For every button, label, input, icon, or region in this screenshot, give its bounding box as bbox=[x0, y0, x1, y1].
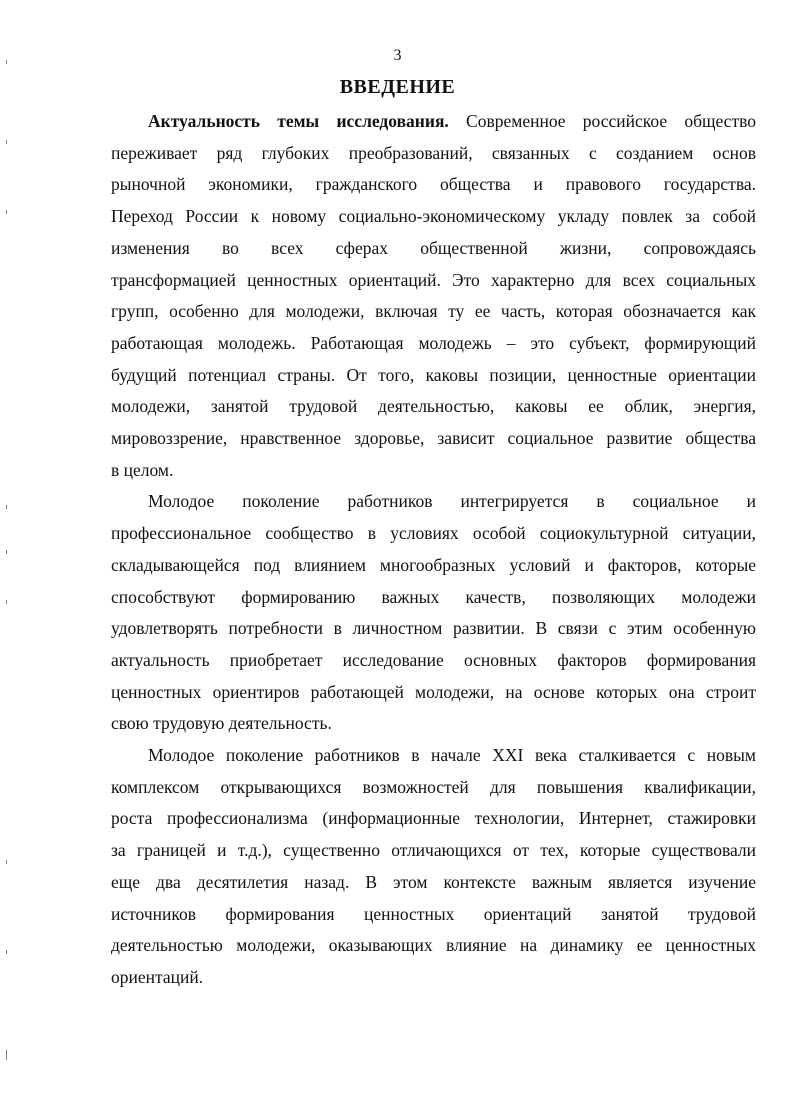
scan-speck bbox=[6, 140, 7, 144]
scan-speck bbox=[6, 1050, 7, 1060]
paragraph-lead: Актуальность темы исследования. bbox=[148, 111, 449, 131]
paragraph-1 bbox=[111, 106, 756, 486]
paragraph-line: за границей и т.д.), существенно отличающихся от тех, которые существовали bbox=[111, 840, 756, 861]
paragraph-2 bbox=[111, 486, 756, 740]
paragraph-line: еще два десятилетия назад. В этом контексте важным является изучение bbox=[111, 871, 756, 892]
scan-speck bbox=[6, 550, 7, 554]
paragraph-line: складывающейся под влиянием многообразных условий и факторов, которые bbox=[111, 554, 756, 575]
paragraph-line: будущий потенциал страны. От того, каковы позиции, ценностные ориентации bbox=[111, 364, 756, 385]
body-text bbox=[111, 106, 756, 994]
paragraph-line: работающая молодежь. Работающая молодежь – это субъект, формирующий bbox=[111, 332, 756, 353]
paragraph-line: деятельностью молодежи, оказывающих влияние на динамику ее ценностных bbox=[111, 935, 756, 956]
paragraph-line: источников формирования ценностных ориентаций занятой трудовой bbox=[111, 903, 756, 924]
section-title: ВВЕДЕНИЕ bbox=[339, 76, 456, 98]
paragraph-3 bbox=[111, 740, 756, 994]
paragraph-line: групп, особенно для молодежи, включая ту ее часть, которая обозначается как bbox=[111, 301, 756, 322]
paragraph-line: рыночной экономики, гражданского общества и правового государства. bbox=[111, 174, 756, 195]
paragraph-line: Актуальность темы исследования. Современное российское общество bbox=[148, 111, 756, 131]
paragraph-line: мировоззрение, нравственное здоровье, зависит социальное развитие общества bbox=[111, 428, 756, 449]
paragraph-line: актуальность приобретает исследование основных факторов формирования bbox=[111, 649, 756, 670]
paragraph-line: профессиональное сообщество в условиях особой социокультурной ситуации, bbox=[111, 523, 756, 544]
scan-speck bbox=[6, 860, 7, 864]
scan-speck bbox=[6, 600, 7, 604]
scan-speck bbox=[6, 60, 7, 64]
paragraph-line: трансформацией ценностных ориентаций. Это характерно для всех социальных bbox=[111, 269, 756, 290]
paragraph-line: в целом. bbox=[111, 459, 174, 480]
paragraph-line: комплексом открывающихся возможностей для повышения квалификации, bbox=[111, 776, 756, 797]
paragraph-line: способствуют формированию важных качеств, позволяющих молодежи bbox=[111, 586, 756, 607]
paragraph-line: Молодое поколение работников в начале XXI века сталкивается с новым bbox=[148, 745, 756, 766]
paragraph-line: изменения во всех сферах общественной жизни, сопровождаясь bbox=[111, 237, 756, 258]
paragraph-line: удовлетворять потребности в личностном развитии. В связи с этим особенную bbox=[111, 618, 756, 639]
scan-speck bbox=[6, 505, 7, 509]
paragraph-line: молодежи, занятой трудовой деятельностью, каковы ее облик, энергия, bbox=[111, 396, 756, 417]
paragraph-line: Переход России к новому социально-экономическому укладу повлек за собой bbox=[111, 206, 756, 227]
paragraph-line: ориентаций. bbox=[111, 966, 204, 987]
paragraph-line: роста профессионализма (информационные технологии, Интернет, стажировки bbox=[111, 808, 756, 829]
page-number: 3 bbox=[393, 47, 402, 64]
paragraph-line: Молодое поколение работников интегрируется в социальное и bbox=[148, 491, 756, 512]
scan-speck bbox=[6, 950, 7, 954]
paragraph-line: свою трудовую деятельность. bbox=[111, 713, 332, 734]
paragraph-line: переживает ряд глубоких преобразований, связанных с созданием основ bbox=[111, 142, 756, 163]
scan-speck bbox=[6, 210, 7, 214]
paragraph-line: ценностных ориентиров работающей молодежи, на основе которых она строит bbox=[111, 681, 756, 702]
